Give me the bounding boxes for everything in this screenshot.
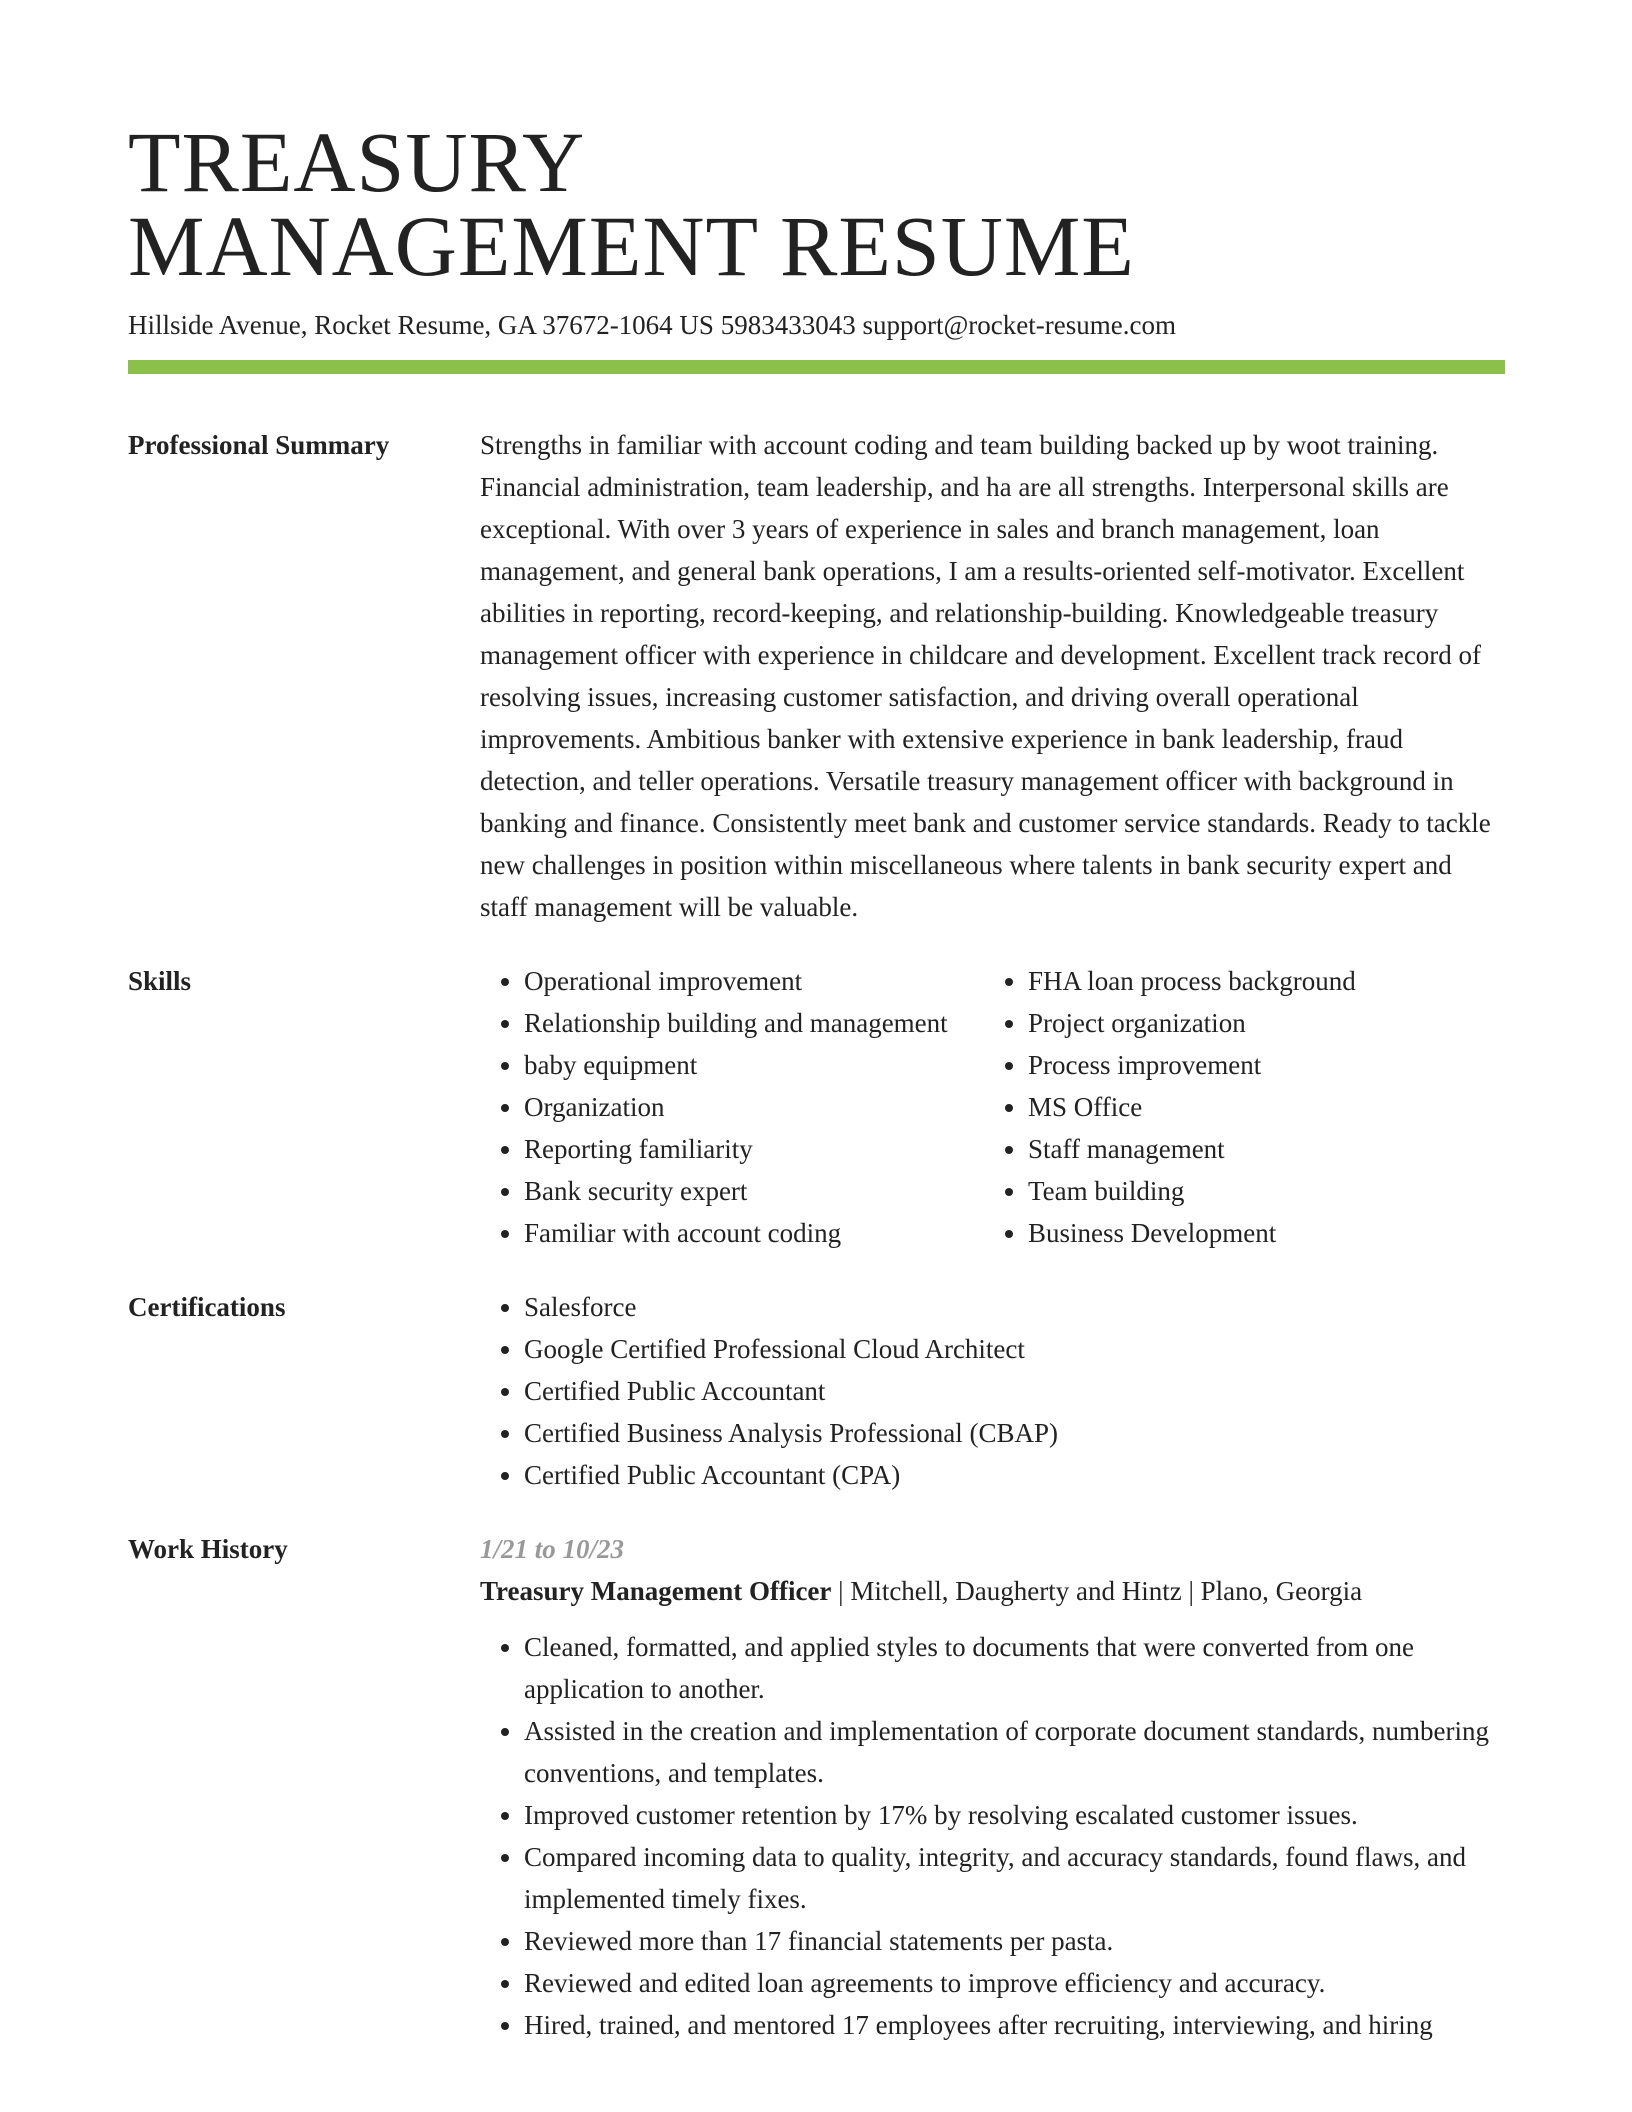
work-history-section xyxy=(128,1528,1505,2046)
header-divider xyxy=(128,360,1505,374)
job-location: Plano, Georgia xyxy=(1200,1576,1363,1606)
certification-item: • Certified Public Accountant (CPA) xyxy=(524,1454,1505,1496)
job-bullet: • Assisted in the creation and implementation of corporate document standards, numbering conventions, and templates. xyxy=(524,1710,1505,1794)
job-bullet: • Compared incoming data to quality, integrity, and accuracy standards, found flaws, and implemented timely fixes. xyxy=(524,1836,1505,1920)
summary-text: Strengths in familiar with account coding and team building backed up by woot training. Financial administration, team leadership, and ha are all strengths. Interpersonal skills are exceptional. With over 3 years of experience in sales and branch management, loan management, and general bank operations, I am a results-oriented self-motivator. Excellent abilities in reporting, record-keeping, and relationship-building. Knowledgeable treasury management officer with experience in childcare and development. Excellent track record of resolving issues, increasing customer satisfaction, and driving overall operational improvements. Ambitious banker with extensive experience in bank leadership, fraud detection, and teller operations. Versatile treasury management officer with background in banking and finance. Consistently meet bank and customer service standards. Ready to tackle new challenges in position within miscellaneous where talents in bank security expert and staff management will be valuable. xyxy=(480,430,1491,922)
job-bullet: • Reviewed and edited loan agreements to improve efficiency and accuracy. xyxy=(524,1962,1505,2004)
skill-item: • Staff management xyxy=(1028,1128,1505,1170)
resume-page xyxy=(128,114,1505,2046)
certification-item: • Google Certified Professional Cloud Architect xyxy=(524,1328,1505,1370)
work-history-body xyxy=(480,1528,1505,2046)
certifications-list xyxy=(480,1286,1505,1496)
skill-item: • Reporting familiarity xyxy=(524,1128,984,1170)
skill-item: • Bank security expert xyxy=(524,1170,984,1212)
resume-title-line-1: TREASURY xyxy=(128,114,586,210)
skill-item: • Organization xyxy=(524,1086,984,1128)
job-bullet: • Improved customer retention by 17% by resolving escalated customer issues. xyxy=(524,1794,1505,1836)
certifications-body xyxy=(480,1286,1505,1496)
skill-item: • FHA loan process background xyxy=(1028,960,1505,1002)
skills-list-left xyxy=(480,960,984,1254)
skill-item: • MS Office xyxy=(1028,1086,1505,1128)
job-bullets xyxy=(480,1626,1505,2046)
skill-item: • Operational improvement xyxy=(524,960,984,1002)
summary-section xyxy=(128,424,1505,928)
skills-column-right xyxy=(984,960,1505,1254)
skills-column-left xyxy=(480,960,984,1254)
skill-item: • baby equipment xyxy=(524,1044,984,1086)
skills-section xyxy=(128,960,1505,1254)
job-bullet: • Hired, trained, and mentored 17 employees after recruiting, interviewing, and hiring xyxy=(524,2004,1505,2046)
skills-list-right xyxy=(984,960,1505,1254)
summary-label: Professional Summary xyxy=(128,430,390,460)
job-title: Treasury Management Officer xyxy=(480,1576,832,1606)
job-bullet: • Reviewed more than 17 financial statements per pasta. xyxy=(524,1920,1505,1962)
work-history-label: Work History xyxy=(128,1534,288,1564)
job-entry xyxy=(480,1528,1505,2046)
contact-line: Hillside Avenue, Rocket Resume, GA 37672-1064 US 5983433043 support@rocket-resume.com xyxy=(128,310,1176,340)
resume-title xyxy=(128,114,1505,294)
skill-item: • Relationship building and management xyxy=(524,1002,984,1044)
skills-grid xyxy=(480,960,1505,1254)
resume-title-line-2: MANAGEMENT RESUME xyxy=(128,198,1135,294)
job-dates: 1/21 to 10/23 xyxy=(480,1534,625,1564)
job-bullet: • Cleaned, formatted, and applied styles to documents that were converted from one application to another. xyxy=(524,1626,1505,1710)
job-separator: | xyxy=(1181,1576,1201,1606)
job-company: Mitchell, Daugherty and Hintz xyxy=(850,1576,1182,1606)
summary-body xyxy=(480,424,1505,928)
skill-item: • Familiar with account coding xyxy=(524,1212,984,1254)
certifications-section xyxy=(128,1286,1505,1496)
skill-item: • Project organization xyxy=(1028,1002,1505,1044)
skill-item: • Process improvement xyxy=(1028,1044,1505,1086)
skill-item: • Team building xyxy=(1028,1170,1505,1212)
job-heading xyxy=(480,1570,1505,1612)
certifications-label: Certifications xyxy=(128,1292,286,1322)
certification-item: • Salesforce xyxy=(524,1286,1505,1328)
skill-item: • Business Development xyxy=(1028,1212,1505,1254)
skills-label: Skills xyxy=(128,966,192,996)
certification-item: • Certified Business Analysis Professional (CBAP) xyxy=(524,1412,1505,1454)
certification-item: • Certified Public Accountant xyxy=(524,1370,1505,1412)
job-separator: | xyxy=(831,1576,851,1606)
